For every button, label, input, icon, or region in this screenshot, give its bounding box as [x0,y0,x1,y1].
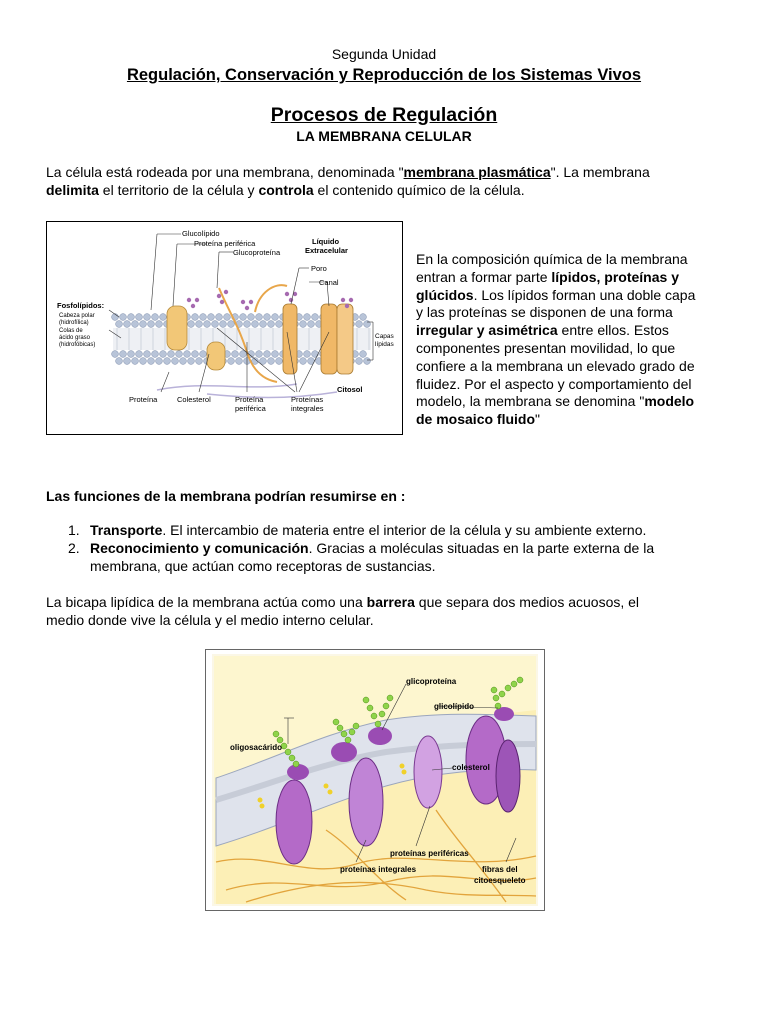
fig1-label-integrales: integrales [291,404,324,413]
fig1-label-colas-de: Colas de [59,328,83,334]
fig2-label-fibras-del: fibras del [482,865,518,874]
fig1-label-glucoproteina: Glucoproteína [233,248,281,257]
fig1-label-cabeza-polar: Cabeza polar [59,313,95,319]
functions-heading: Las funciones de la membrana podrían resumirse en : [46,488,406,504]
fig1-label-hidrofilica: (hidrofílica) [59,320,89,326]
header-subtitle: Segunda Unidad [331,46,437,62]
fig1-label-hidrofobicas: (hidrofóbicas) [59,342,96,348]
fig1-label-colesterol: Colesterol [177,395,211,404]
fig2-label-proteinas-integrales: proteínas integrales [340,865,417,874]
intro-paragraph: La célula está rodeada por una membrana, denominada "membrana plasmática". La membrana delimita el territorio de la célula y controla el contenido químico de la célula. [46,164,650,198]
fig2-label-proteinas-perifericas: proteínas periféricas [390,849,469,858]
fig1-label-proteina: Proteína [129,395,158,404]
fig1-label-proteinas: Proteínas [291,395,324,404]
fig1-label-canal: Canal [319,278,339,287]
fig1-label-extracelular: Extracelular [305,246,348,255]
fig1-label-liquido: Líquido [312,237,340,246]
fig1-label-citosol: Citosol [337,385,363,394]
composition-paragraph: En la composición química de la membrana entran a formar parte lípidos, proteínas y glúcidos. Los lípidos forman una doble capa y las proteínas se disponen de una forma irregular y asimétrica entre ellos. Estos componentes presentan movilidad, lo que confiere a la membrana un elevado grado de fluidez. Por el aspecto y comportamiento del modelo, la membrana se denomina "modelo de mosaico fluido" [416,251,696,428]
fig1-label-glucolipido: Glucolípido [182,229,220,238]
section-title: Procesos de Regulación [270,104,498,126]
fig2-label-glicoproteina: glicoproteína [406,677,457,686]
section-subtitle: LA MEMBRANA CELULAR [296,128,472,144]
document-title: Regulación, Conservación y Reproducción de los Sistemas Vivos [126,66,642,84]
fig2-label-citoesqueleto: citoesqueleto [474,876,526,885]
function-item-recognition: 2. Reconocimiento y comunicación. Gracias a moléculas situadas en la parte externa de la membrana, que actúan como receptoras de sustancias. [68,540,655,574]
membrane-diagram-2 [205,649,545,911]
fig1-label-poro: Poro [311,264,327,273]
fig2-label-glicolipido: glicolípido [434,702,474,711]
function-item-transport: 1. Transporte. El intercambio de materia entre el interior de la célula y su ambiente externo. [68,522,647,538]
fig1-label-proteina-b: Proteína [235,395,264,404]
fig1-label-capas: Capas [375,333,394,340]
barrier-paragraph: La bicapa lipídica de la membrana actúa como una barrera que separa dos medios acuosos, el medio donde vive la célula y el medio interno celular. [46,594,640,628]
membrane-diagram-1 [46,221,403,435]
fig2-label-colesterol: colesterol [452,763,490,772]
fig1-label-fosfolipidos: Fosfolípidos: [57,301,105,310]
fig1-label-periferica: periférica [235,404,266,413]
functions-list [46,521,746,575]
fig1-label-proteina-periferica: Proteína periférica [194,239,256,248]
fig1-label-lipidas: lípidas [375,341,394,348]
fig1-label-acido-graso: ácido graso [59,335,91,341]
fig2-label-oligosacarido: oligosacárido [230,743,283,752]
